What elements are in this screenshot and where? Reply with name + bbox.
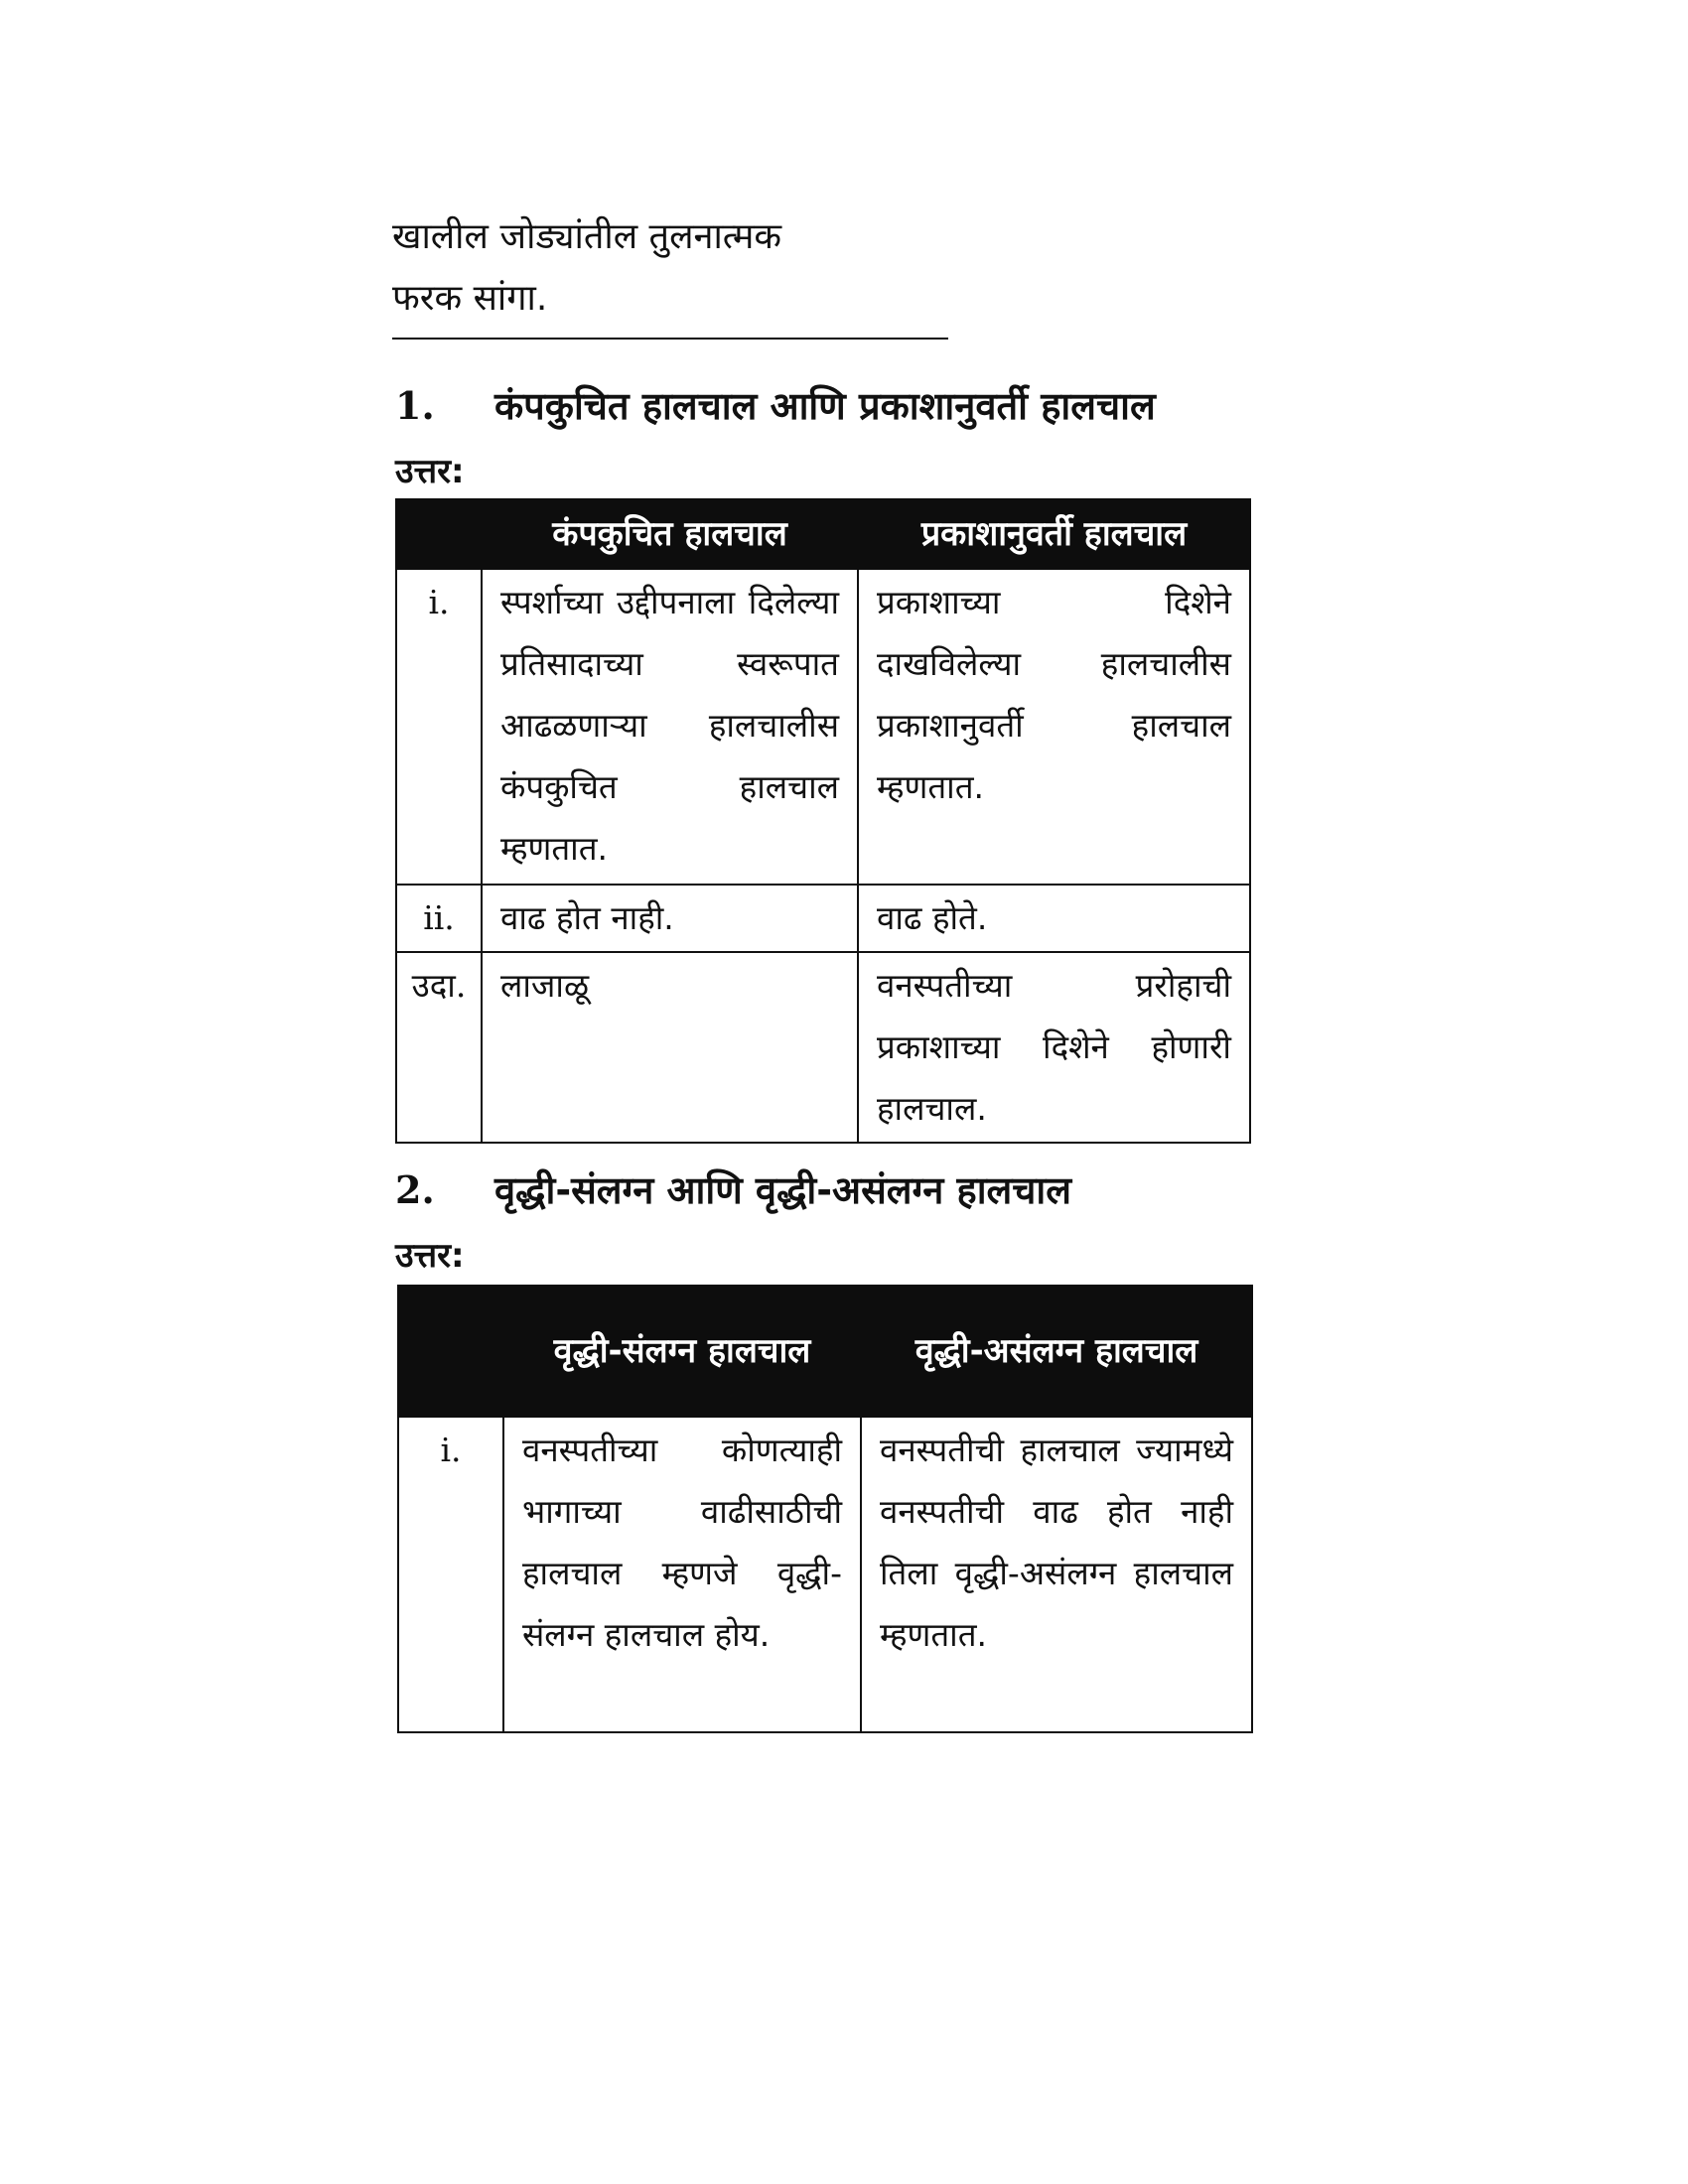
header-index-cell bbox=[396, 499, 482, 569]
row-index: ii. bbox=[396, 885, 482, 952]
cell-column-a: वाढ होत नाही. bbox=[482, 885, 858, 952]
table-header-row bbox=[396, 499, 1250, 569]
cell-column-b: वनस्पतीच्या प्ररोहाची प्रकाशाच्या दिशेने होणारी हालचाल. bbox=[858, 952, 1250, 1143]
table-header-row bbox=[398, 1286, 1252, 1417]
question-2-title: वृद्धी-संलग्न आणि वृद्धी-असंलग्न हालचाल bbox=[494, 1168, 1072, 1212]
cell-column-a: स्पर्शाच्या उद्दीपनाला दिलेल्या प्रतिसादाच्या स्वरूपात आढळणाऱ्या हालचालीस कंपकुचित हालचाल म्हणतात. bbox=[482, 569, 858, 885]
cell-column-b: वनस्पतीची हालचाल ज्यामध्ये वनस्पतीची वाढ होत नाही तिला वृद्धी-असंलग्न हालचाल म्हणतात. bbox=[861, 1417, 1252, 1732]
header-column-b: प्रकाशानुवर्ती हालचाल bbox=[858, 499, 1250, 569]
table-row bbox=[398, 1417, 1252, 1732]
divider-line bbox=[392, 338, 948, 340]
question-2-answer-label: उत्तर: bbox=[395, 1236, 465, 1276]
row-index: उदा. bbox=[396, 952, 482, 1143]
cell-column-b: प्रकाशाच्या दिशेने दाखविलेल्या हालचालीस प्रकाशानुवर्ती हालचाल म्हणतात. bbox=[858, 569, 1250, 885]
intro-instruction bbox=[392, 206, 781, 330]
header-column-b: वृद्धी-असंलग्न हालचाल bbox=[861, 1286, 1252, 1417]
intro-line-1: खालील जोड्यांतील तुलनात्मक bbox=[392, 216, 782, 257]
cell-column-a: लाजाळू bbox=[482, 952, 858, 1143]
cell-column-a: वनस्पतीच्या कोणत्याही भागाच्या वाढीसाठीची हालचाल म्हणजे वृद्धी- संलग्न हालचाल होय. bbox=[503, 1417, 861, 1732]
table-row bbox=[396, 569, 1250, 885]
header-column-a: वृद्धी-संलग्न हालचाल bbox=[503, 1286, 861, 1417]
question-1-title: कंपकुचित हालचाल आणि प्रकाशानुवर्ती हालचाल bbox=[494, 384, 1156, 428]
question-1-heading bbox=[395, 379, 1156, 431]
question-2-number: 2. bbox=[395, 1167, 435, 1212]
row-index: i. bbox=[398, 1417, 503, 1732]
comparison-table-2 bbox=[397, 1285, 1253, 1733]
cell-column-b: वाढ होते. bbox=[858, 885, 1250, 952]
header-column-a: कंपकुचित हालचाल bbox=[482, 499, 858, 569]
table-row bbox=[396, 952, 1250, 1143]
question-1-answer-label: उत्तर: bbox=[395, 452, 465, 491]
question-2-heading bbox=[395, 1163, 1071, 1215]
table-row bbox=[396, 885, 1250, 952]
comparison-table-1 bbox=[395, 498, 1251, 1144]
intro-line-2: फरक सांगा. bbox=[392, 278, 548, 319]
header-index-cell bbox=[398, 1286, 503, 1417]
row-index: i. bbox=[396, 569, 482, 885]
question-1-number: 1. bbox=[395, 383, 435, 428]
